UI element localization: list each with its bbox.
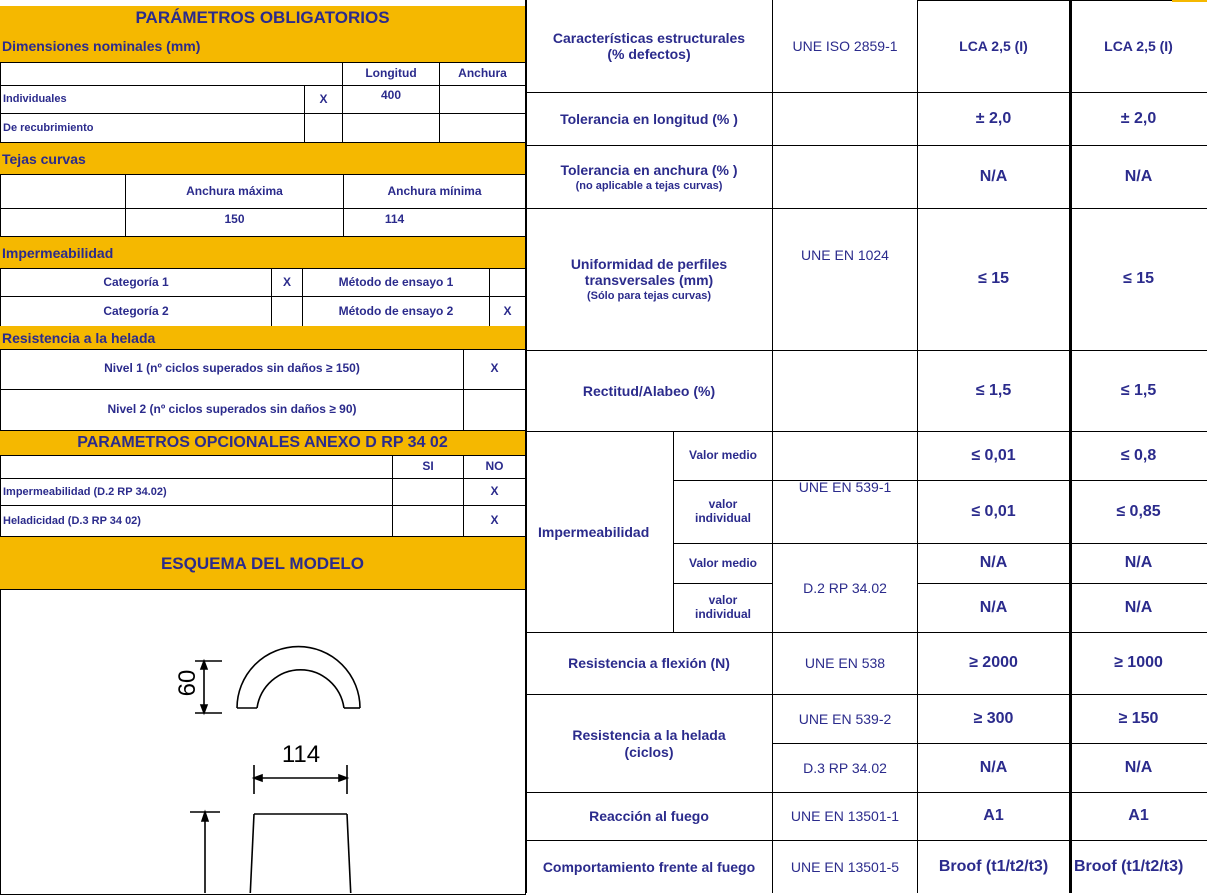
header-norma: UNE ISO 2859-1 xyxy=(792,37,898,54)
imper-sub: Valor medio xyxy=(688,555,758,570)
imper-sub: valor individual xyxy=(694,593,751,621)
dim-header-blank xyxy=(0,62,343,86)
helada-v1: ≥ 300 xyxy=(973,709,1014,727)
flexion-label: Resistencia a flexión (N) xyxy=(568,655,730,672)
comportamiento-v1: Broof (t1/t2/t3) xyxy=(938,857,1049,875)
width-label: 114 xyxy=(281,741,321,768)
header-defectos-label: (% defectos) xyxy=(607,46,691,62)
helada-cell xyxy=(526,695,772,792)
helada-row-label: Nivel 1 (nº ciclos superados sin daños ≥ 150) xyxy=(0,349,464,390)
uniformidad-label: transversales (mm) xyxy=(584,272,714,289)
rectitud-v2: ≤ 1,5 xyxy=(1120,381,1157,399)
norma-en1024: UNE EN 1024 xyxy=(801,246,889,263)
tejas-title: Tejas curvas xyxy=(0,143,525,175)
uniformidad-cell xyxy=(526,209,772,350)
imper-cat-mark: X xyxy=(271,268,303,297)
tol-longitud-v1: ± 2,0 xyxy=(975,109,1012,127)
tejas-header-max: Anchura máxima xyxy=(125,174,344,209)
imper-title: Impermeabilidad xyxy=(0,237,525,269)
helada-norma: UNE EN 539-2 xyxy=(798,710,892,727)
imper-v1: ≤ 0,01 xyxy=(971,502,1016,520)
opc-header-si: SI xyxy=(392,455,464,479)
tejas-value-min: 114 xyxy=(343,208,526,237)
comportamiento-label: Comportamiento frente al fuego xyxy=(542,858,756,875)
imper-met: Método de ensayo 1 xyxy=(302,268,490,297)
flexion-v1: ≥ 2000 xyxy=(969,654,1018,672)
column-separator xyxy=(1069,0,1072,893)
imper-cat-mark xyxy=(271,296,303,327)
height-label: 60 xyxy=(174,669,201,697)
dim-row-mark xyxy=(304,113,343,143)
tile-plan-outline xyxy=(190,812,351,893)
tejas-header-min: Anchura mínima xyxy=(343,174,526,209)
dim-row-anchura xyxy=(439,85,526,114)
dim-row-longitud xyxy=(342,113,440,143)
tile-profile-arc xyxy=(237,647,360,708)
comportamiento-norma: UNE EN 13501-5 xyxy=(790,858,900,875)
tejas-blank xyxy=(0,174,126,209)
imper-v1: ≤ 0,01 xyxy=(971,446,1016,464)
imper-v2: N/A xyxy=(1124,598,1153,616)
panel-separator xyxy=(525,0,527,893)
tol-anchura-v1: N/A xyxy=(979,167,1008,185)
opc-row-no: X xyxy=(463,478,526,506)
dim-header-longitud: Longitud xyxy=(342,62,440,86)
header-caracteristicas-label: Características estructurales xyxy=(552,29,746,46)
helada-row-mark: X xyxy=(463,349,526,390)
opc-header-blank xyxy=(0,455,393,479)
helada-v2: N/A xyxy=(1124,758,1153,776)
dimensiones-title: Dimensiones nominales (mm) xyxy=(0,30,525,62)
tol-anchura-cell xyxy=(526,146,772,208)
helada-title: Resistencia a la helada xyxy=(0,326,525,350)
helada-row-label: Nivel 2 (nº ciclos superados sin daños ≥ 90) xyxy=(0,389,464,431)
esquema-title: ESQUEMA DEL MODELO xyxy=(0,537,525,590)
imper-norma-a: UNE EN 539-1 xyxy=(798,479,892,496)
rectitud-v1: ≤ 1,5 xyxy=(975,381,1012,399)
imper-norma-b: D.2 RP 34.02 xyxy=(803,579,887,596)
helada-norma: D.3 RP 34.02 xyxy=(803,759,887,776)
uniformidad-label: Uniformidad de perfiles xyxy=(570,256,728,273)
flexion-norma: UNE EN 538 xyxy=(804,655,886,672)
helada-label: Resistencia a la helada xyxy=(572,727,726,744)
tol-anchura-note: (no aplicable a tejas curvas) xyxy=(575,179,723,192)
imper-sub: Valor medio xyxy=(688,448,758,463)
tol-longitud-label: Tolerancia en longitud (% ) xyxy=(560,110,738,127)
opc-header-no: NO xyxy=(463,455,526,479)
fuego-label: Reacción al fuego xyxy=(589,808,709,825)
imper-met-mark xyxy=(489,268,526,297)
imper-v2: N/A xyxy=(1124,554,1153,572)
imper-cat: Categoría 1 xyxy=(0,268,272,297)
obligatorios-title: PARÁMETROS OBLIGATORIOS xyxy=(0,6,525,30)
tejas-value-max: 150 xyxy=(125,208,344,237)
tol-anchura-label: Tolerancia en anchura (% ) xyxy=(560,161,738,178)
imper-sub: valor individual xyxy=(694,497,751,525)
dim-row-label: Individuales xyxy=(0,85,305,114)
dim-header-anchura: Anchura xyxy=(439,62,526,86)
tol-longitud-v2: ± 2,0 xyxy=(1120,109,1157,127)
dim-row-label: De recubrimiento xyxy=(0,113,305,143)
imper-v2: ≤ 0,85 xyxy=(1116,502,1161,520)
dim-row-longitud: 400 xyxy=(342,85,440,114)
opc-row-si xyxy=(392,478,464,506)
opc-row-no: X xyxy=(463,505,526,537)
comportamiento-v2: Broof (t1/t2/t3) xyxy=(1074,857,1184,875)
imper-v1: N/A xyxy=(979,598,1008,616)
tejas-blank xyxy=(0,208,126,237)
header-col1: LCA 2,5 (I) xyxy=(959,37,1028,54)
impermeabilidad-label: Impermeabilidad xyxy=(538,523,650,540)
fuego-v2: A1 xyxy=(1128,807,1149,825)
imper-v1: N/A xyxy=(979,554,1008,572)
opc-row-si xyxy=(392,505,464,537)
uniformidad-v1: ≤ 15 xyxy=(977,270,1010,288)
header-col2: LCA 2,5 (I) xyxy=(1104,37,1173,54)
rectitud-label: Rectitud/Alabeo (%) xyxy=(582,382,716,399)
helada-label: (ciclos) xyxy=(624,743,674,760)
imper-met: Método de ensayo 2 xyxy=(302,296,490,327)
opc-row-label: Heladicidad (D.3 RP 34 02) xyxy=(0,505,393,537)
opcionales-title: PARAMETROS OPCIONALES ANEXO D RP 34 02 xyxy=(0,431,525,456)
helada-row-mark xyxy=(463,389,526,431)
tol-anchura-v2: N/A xyxy=(1124,167,1153,185)
fuego-norma: UNE EN 13501-1 xyxy=(790,808,900,825)
helada-v1: N/A xyxy=(979,758,1008,776)
uniformidad-v2: ≤ 15 xyxy=(1122,270,1155,288)
uniformidad-note: (Sólo para tejas curvas) xyxy=(586,290,712,303)
dim-row-mark: X xyxy=(304,85,343,114)
header-caracteristicas xyxy=(526,0,772,92)
dim-row-anchura xyxy=(439,113,526,143)
imper-met-mark: X xyxy=(489,296,526,327)
opc-row-label: Impermeabilidad (D.2 RP 34.02) xyxy=(0,478,393,506)
top-accent xyxy=(1172,0,1207,2)
flexion-v2: ≥ 1000 xyxy=(1114,654,1163,672)
helada-v2: ≥ 150 xyxy=(1118,709,1159,727)
imper-cat: Categoría 2 xyxy=(0,296,272,327)
imper-v2: ≤ 0,8 xyxy=(1120,446,1157,464)
fuego-v1: A1 xyxy=(983,807,1004,825)
